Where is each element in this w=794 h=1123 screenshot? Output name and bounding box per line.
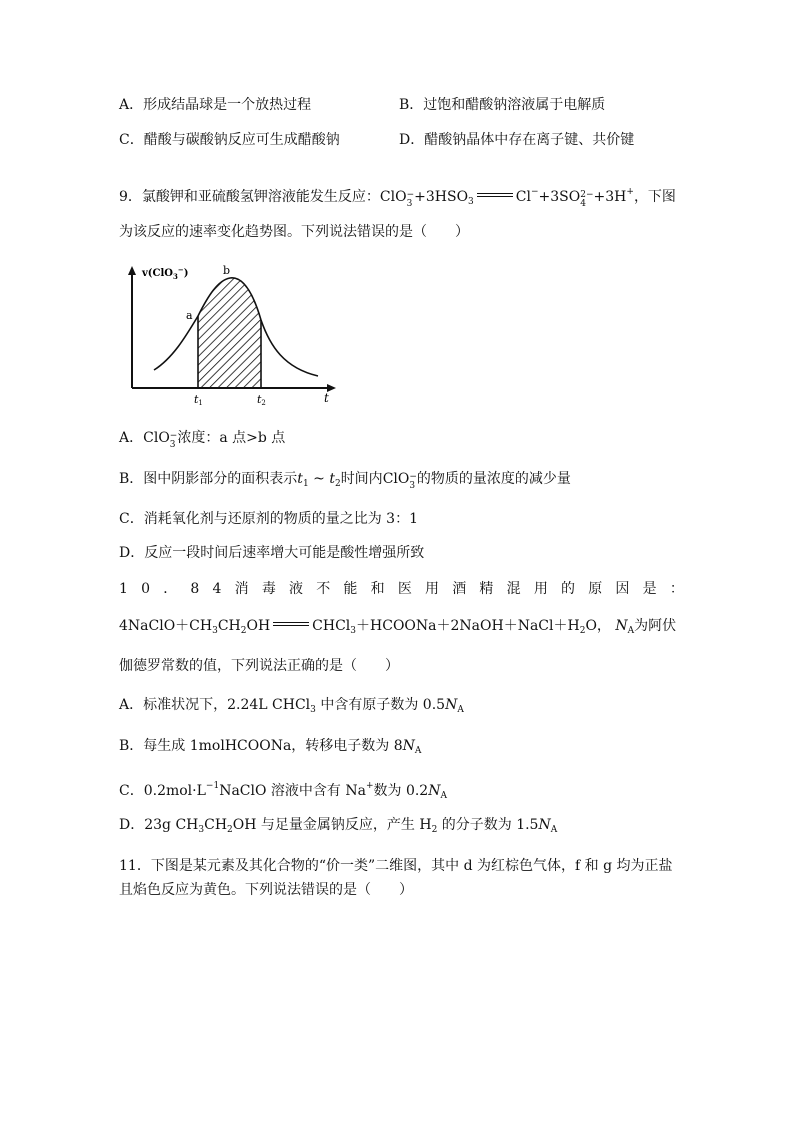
q8-option-c: C．醋酸与碳酸钠反应可生成醋酸钠 [119, 132, 340, 148]
q8-option-d: D．醋酸钠晶体中存在离子键、共价键 [399, 132, 635, 148]
q9-rate-graph [118, 258, 343, 410]
q9-stem-suffix: ，下图 [633, 189, 676, 205]
q8-option-a: A．形成结晶球是一个放热过程 [119, 97, 312, 113]
q9-stem-line2: 为该反应的速率变化趋势图。下列说法错误的是（ ） [119, 224, 469, 240]
q10-stem-line3: 伽德罗常数的值，下列说法正确的是（ ） [119, 658, 399, 674]
q10-option-b: B．每生成 1molHCOONa，转移电子数为 $8N_A$ [119, 738, 422, 756]
q11-stem-line2: 且焰色反应为黄色。下列说法错误的是（ ） [119, 882, 413, 898]
q9-option-d: D．反应一段时间后速率增大可能是酸性增强所致 [119, 545, 425, 561]
x-axis-label: t [324, 391, 329, 405]
y-axis-label: v(ClO$_3$−) [142, 265, 189, 281]
q9-option-a: A．ClO − 3 浓度：a 点>b 点 [119, 430, 286, 450]
point-a-label: a [186, 309, 193, 322]
q10-option-a: A．标准状况下，2.24L CHCl$_3$ 中含有原子数为 $0.5N_A$ [119, 697, 464, 715]
q9-stem-line1 [119, 182, 676, 212]
q9-option-b: B．图中阴影部分的面积表示$t_1$ ~ $t_2$时间内ClO − 3 的物质的量浓度的减少量 [119, 471, 571, 491]
q10-equation-line: $4NaClO+CH_3CH_2OH$ $CHCl_3+HCOONa+2NaOH+NaCl+H_2O$， $N_A$为阿伏 [119, 618, 677, 636]
q9-option-c: C．消耗氧化剂与还原剂的物质的量之比为 3：1 [119, 511, 418, 527]
shaded-area [154, 278, 318, 388]
t1-label: t1 [194, 393, 203, 407]
q9-equation: ClO − 3 $+3HSO_3$ Cl−+3SO 2− 4 +3H+ [379, 187, 634, 209]
equals-sign [477, 193, 513, 197]
q11-stem-line1: 11．下图是某元素及其化合物的“价一类”二维图，其中 d 为红棕色气体，f 和 g 均为正盐 [119, 858, 673, 874]
q10-option-d: D．23g $CH_3CH_2OH$ 与足量金属钠反应，产生 $H_2$ 的分子数为 $1.5N_A$ [119, 817, 558, 835]
q10-option-c: C．$0.2mol\cdot L^{-1}NaClO$ 溶液中含有 Na+数为 $0.2N_A$ [119, 781, 447, 801]
q9-stem-prefix: 9．氯酸钾和亚硫酸氢钾溶液能发生反应： [119, 189, 380, 205]
equals-sign [273, 622, 309, 626]
point-b-label: b [223, 264, 231, 277]
y-axis-arrow [128, 266, 136, 275]
t2-label: t2 [257, 393, 266, 407]
q8-option-b: B．过饱和醋酸钠溶液属于电解质 [399, 97, 606, 113]
q10-stem-line1: 10．84消毒液不能和医用酒精混用的原因是： [119, 581, 698, 597]
